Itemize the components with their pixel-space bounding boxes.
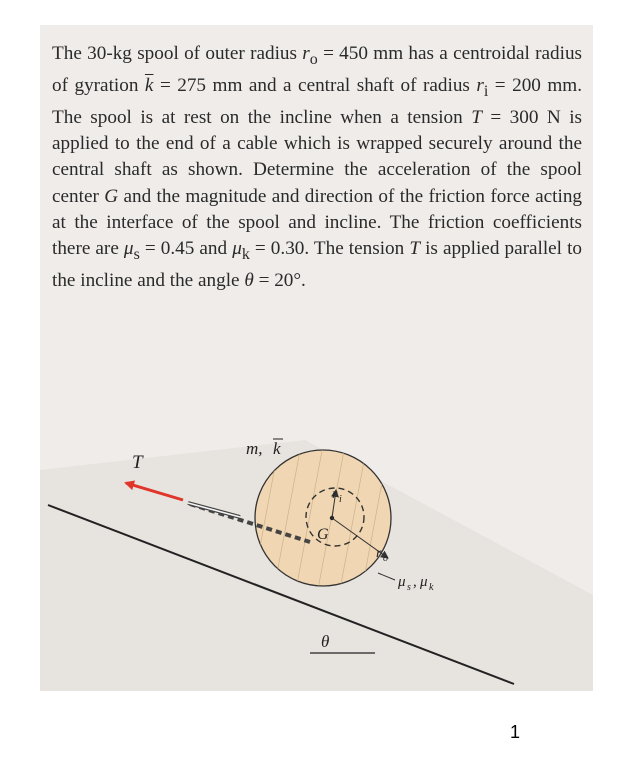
symbol-mu: μ (123, 238, 134, 260)
problem-text-segment: The 30-kg spool of outer radius (52, 43, 297, 64)
label-ro-sub: o (383, 553, 388, 564)
symbol-r: r (476, 75, 484, 97)
symbol-k-bar: $\overline{k}$ (144, 75, 154, 97)
symbol-T: T (409, 238, 420, 260)
problem-text-segment: = 300 N is applied to the end of a cable which is wrapped securely around the central shaft as shown. Determine the acceleration of the spool center (52, 107, 583, 207)
spool-on-incline-figure (40, 410, 593, 691)
problem-text-segment: is applied parallel to the incline and the angle (52, 238, 583, 292)
label-m: m, (246, 439, 263, 458)
label-ro: r (376, 546, 382, 561)
symbol-mu: μ (232, 238, 242, 260)
label-ri: r (332, 487, 338, 502)
label-mu-s: μ (398, 574, 406, 590)
symbol-r: r (302, 43, 310, 64)
label-theta: θ (321, 632, 330, 651)
problem-text-segment: = 200 mm. The spool is at rest on the incline when a tension (52, 75, 583, 129)
problem-text-segment: = 450 mm has a centroidal radius of gyration (52, 43, 583, 97)
label-k: k (273, 439, 281, 458)
label-G: G (317, 526, 329, 543)
subscript-k: k (241, 245, 250, 263)
problem-text-segment: = 0.30. The tension (249, 238, 405, 260)
spool-outer (255, 450, 391, 586)
label-mu-comma: , (413, 574, 417, 590)
symbol-T: T (471, 107, 482, 129)
label-mu-k: μ (420, 574, 428, 590)
subscript-i: i (483, 82, 489, 100)
textbook-scan (40, 25, 593, 691)
problem-text-segment: = 275 mm and a central shaft of radius (153, 75, 470, 97)
problem-text-segment: = 0.45 and (139, 238, 228, 260)
problem-text-segment: and the magnitude and direction of the friction force acting at the interface of the spool and incline. The friction coefficients there are (52, 185, 583, 260)
problem-text-segment: = 20°. (253, 270, 306, 292)
label-mu-k-sub: k (429, 582, 434, 593)
subscript-o: o (309, 50, 318, 68)
label-T: T (132, 452, 143, 473)
page-number: 1 (510, 722, 521, 742)
subscript-s: s (133, 245, 140, 263)
label-mu-s-sub: s (407, 582, 411, 593)
symbol-G: G (104, 185, 119, 207)
problem-statement (52, 41, 582, 294)
symbol-theta: θ (244, 270, 254, 292)
label-ri-sub: i (339, 494, 342, 505)
